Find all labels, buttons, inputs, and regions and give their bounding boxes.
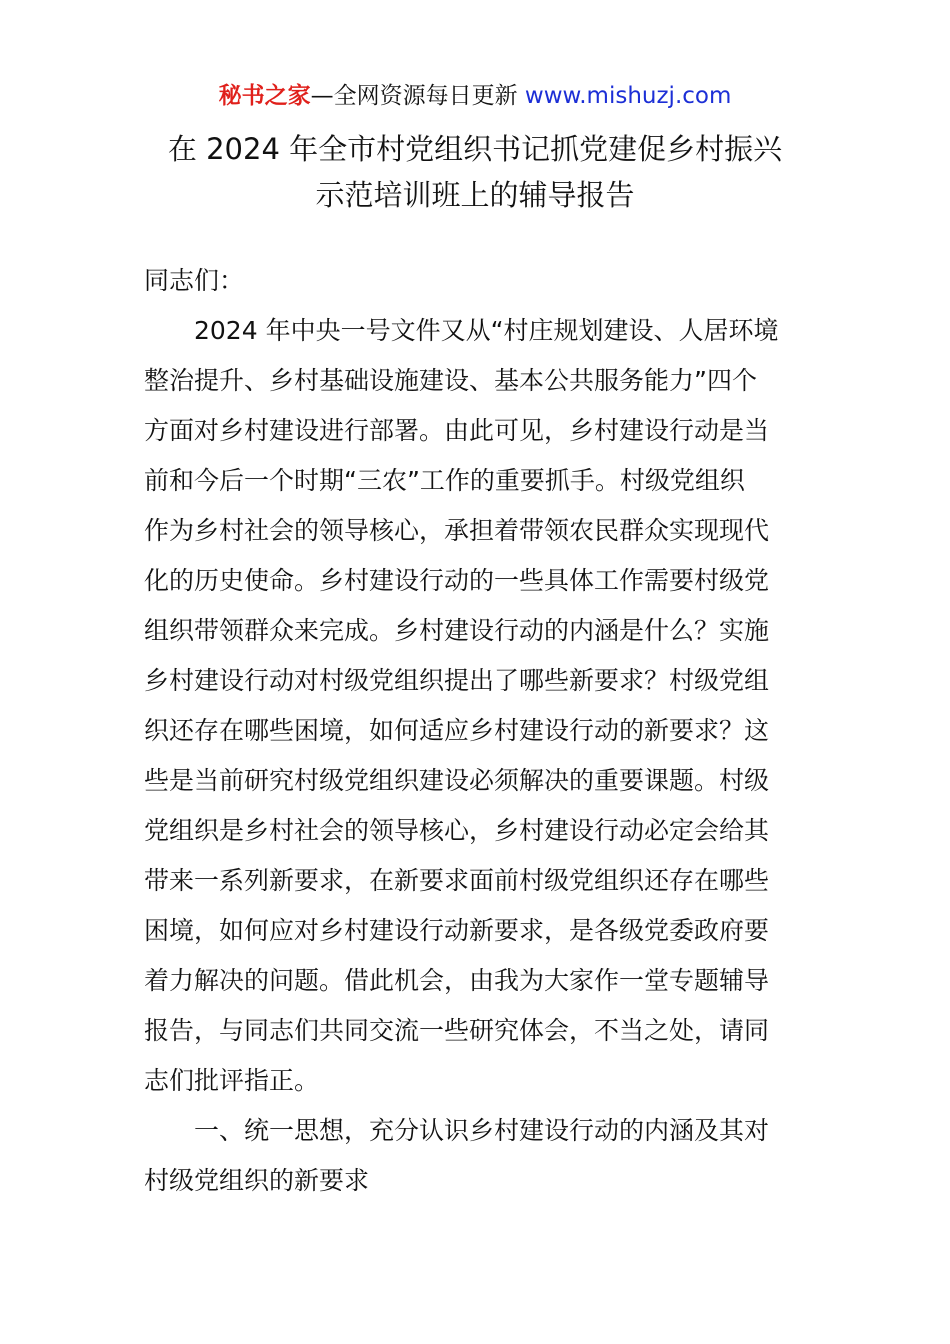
paragraph-line: 志们批评指正。 — [144, 1066, 320, 1095]
paragraph-line: 前和今后一个时期“三农”工作的重要抓手。村级党组织 — [144, 466, 745, 495]
paragraph-line: 着力解决的问题。借此机会，由我为大家作一堂专题辅导 — [144, 966, 770, 995]
paragraph-line: 乡村建设行动对村级党组织提出了哪些新要求？村级党组 — [144, 666, 770, 695]
paragraph-line: 2024 年中央一号文件又从“村庄规划建设、人居环境 — [194, 316, 779, 345]
section-heading-line: 村级党组织的新要求 — [144, 1166, 370, 1195]
paragraph-line: 党组织是乡村社会的领导核心，乡村建设行动必定会给其 — [144, 816, 770, 845]
site-brand: 秘书之家 — [218, 83, 311, 109]
paragraph-line: 组织带领群众来完成。乡村建设行动的内涵是什么？实施 — [144, 616, 770, 645]
paragraph-line: 化的历史使命。乡村建设行动的一些具体工作需要村级党 — [144, 566, 770, 595]
site-banner — [0, 80, 950, 112]
paragraph-line: 些是当前研究村级党组织建设必须解决的重要课题。村级 — [144, 766, 770, 795]
paragraph-line: 方面对乡村建设进行部署。由此可见，乡村建设行动是当 — [144, 416, 770, 445]
paragraph-line: 织还存在哪些困境，如何适应乡村建设行动的新要求？这 — [144, 716, 770, 745]
greeting: 同志们： — [144, 266, 245, 295]
section-heading-line: 一、统一思想，充分认识乡村建设行动的内涵及其对 — [194, 1116, 770, 1145]
paragraph-line: 带来一系列新要求，在新要求面前村级党组织还存在哪些 — [144, 866, 770, 895]
site-tagline: —全网资源每日更新 — [310, 83, 525, 109]
intro-paragraph — [144, 306, 808, 1106]
section-heading — [144, 1106, 808, 1206]
document-body — [144, 256, 808, 1206]
title-line-2: 示范培训班上的辅导报告 — [315, 178, 635, 212]
paragraph-line: 整治提升、乡村基础设施建设、基本公共服务能力”四个 — [144, 366, 757, 395]
paragraph-line: 报告，与同志们共同交流一些研究体会，不当之处，请同 — [144, 1016, 770, 1045]
title-line-1: 在 2024 年全市村党组织书记抓党建促乡村振兴 — [167, 132, 783, 166]
paragraph-line: 作为乡村社会的领导核心，承担着带领农民群众实现现代 — [144, 516, 770, 545]
document-title — [0, 126, 950, 218]
site-url-link[interactable]: www.mishuzj.com — [524, 83, 732, 109]
paragraph-line: 困境，如何应对乡村建设行动新要求，是各级党委政府要 — [144, 916, 770, 945]
